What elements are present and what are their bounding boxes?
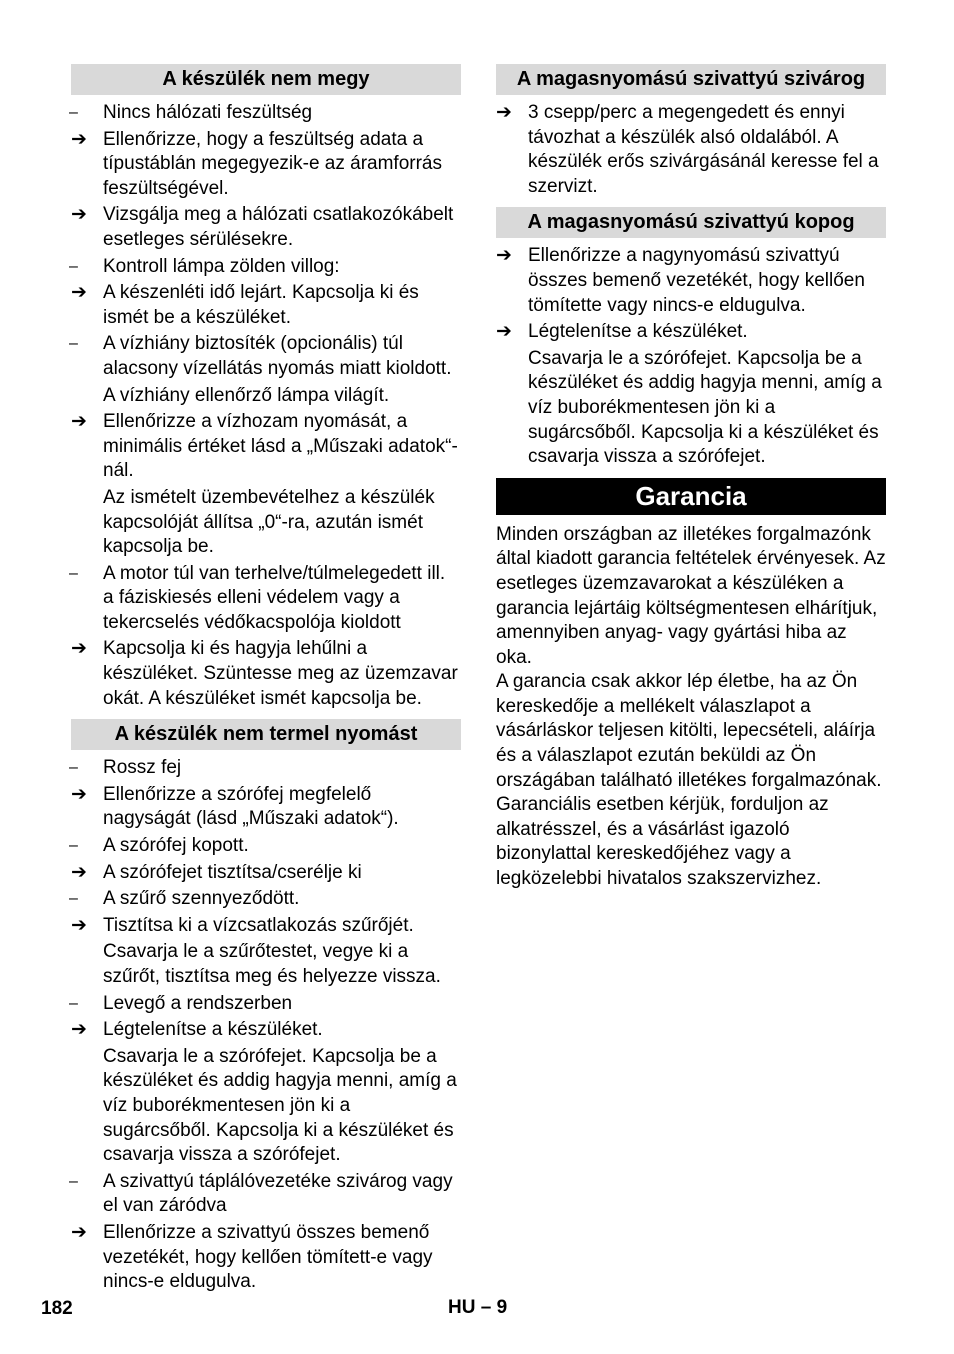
list-item-text: Kapcsolja ki és hagyja lehűlni a készüléket. Szüntesse meg az üzemzavar okát. A készüléket ismét kapcsolja be. xyxy=(103,638,458,709)
dash-bullet: – xyxy=(69,257,78,275)
arrow-right-icon: ➔ xyxy=(71,783,87,805)
list-item xyxy=(71,1045,461,1168)
list-item-text: Kontroll lámpa zölden villog: xyxy=(103,255,340,277)
list-item xyxy=(71,834,461,859)
list-item-text: Légtelenítse a készüléket. xyxy=(528,321,748,343)
dash-bullet: – xyxy=(69,994,78,1012)
list-item-text: Tisztítsa ki a vízcsatlakozás szűrőjét. xyxy=(103,914,414,936)
list-item xyxy=(71,783,461,832)
list-item-text: A szórófej kopott. xyxy=(103,835,249,857)
warranty-text xyxy=(496,523,886,892)
section-heading: A készülék nem termel nyomást xyxy=(71,719,461,750)
item-list xyxy=(496,244,886,469)
list-item-text: A vízhiány biztosíték (opcionális) túl alacsony vízellátás nyomás miatt kioldott. xyxy=(103,333,452,379)
arrow-right-icon: ➔ xyxy=(496,245,512,267)
list-item xyxy=(496,244,886,318)
list-item xyxy=(71,914,461,939)
list-item-text: Csavarja le a szűrőtestet, vegye ki a szűrőt, tisztítsa meg és helyezze vissza. xyxy=(103,941,441,987)
list-item xyxy=(71,128,461,202)
list-item-text: 3 csepp/perc a megengedett és ennyi távozhat a készülék alsó oldalából. A készülék erős szivárgásánál keresse fel a szervizt. xyxy=(528,102,879,197)
dash-bullet: – xyxy=(69,890,78,908)
section-heading: A készülék nem megy xyxy=(71,64,461,95)
item-list xyxy=(71,756,461,1294)
list-item xyxy=(71,203,461,252)
list-item-text: Ellenőrizze a szivattyú összes bemenő vezetékét, hogy kellően tömített-e vagy nincs-e eldugulva. xyxy=(103,1221,433,1293)
list-item xyxy=(496,347,886,470)
list-item xyxy=(71,384,461,409)
dash-bullet: – xyxy=(69,104,78,121)
list-item xyxy=(71,1221,461,1295)
arrow-right-icon: ➔ xyxy=(496,102,512,123)
list-item-text: Ellenőrizze, hogy a feszültség adata a típustáblán megegyezik-e az áramforrás feszültségével. xyxy=(103,128,442,199)
list-item-text: Az ismételt üzembevételhez a készülék kapcsolóját állítsa „0“-ra, azután ismét kapcsolja be. xyxy=(103,486,435,558)
list-item-text: Rossz fej xyxy=(103,757,182,779)
arrow-right-icon: ➔ xyxy=(71,128,87,150)
dash-bullet: – xyxy=(69,335,78,353)
list-item xyxy=(71,562,461,636)
arrow-right-icon: ➔ xyxy=(71,411,87,433)
warranty-paragraph: Minden országban az illetékes forgalmazónk által kiadott garancia feltételek érvényesek. Az esetleges üzemzavarokat a készüléken a garancia lejártáig költségmentesen elhárítjuk, amennyiben anyag- vagy gyártási hiba az oka. xyxy=(496,523,886,668)
list-item xyxy=(71,410,461,484)
list-item-text: A vízhiány ellenőrző lámpa világít. xyxy=(103,384,390,406)
list-item-text: Csavarja le a szórófejet. Kapcsolja be a készüléket és addig hagyja menni, amíg a víz buborékmentesen jön ki a sugárcsőből. Kapcsolja ki a készüléket és csavarja vissza a szórófejet. xyxy=(103,1045,457,1166)
list-item-text: Levegő a rendszerben xyxy=(103,992,293,1014)
warranty-paragraph: Garanciális esetben kérjük, forduljon az alkatrésszel, és a vásárlást igazoló bizonylattal kereskedőjéhez vagy a legközelebbi hivatalos szakszervizhez. xyxy=(496,794,829,890)
list-item-text: A szűrő szennyeződött. xyxy=(103,888,300,910)
list-item-text: Nincs hálózati feszültség xyxy=(103,102,313,123)
list-item-text: A készenléti idő lejárt. Kapcsolja ki és ismét be a készüléket. xyxy=(103,282,419,328)
arrow-right-icon: ➔ xyxy=(71,204,87,226)
list-item xyxy=(71,887,461,912)
dash-bullet: – xyxy=(69,759,78,777)
list-item xyxy=(71,101,461,126)
left-column xyxy=(71,64,461,1297)
list-item xyxy=(71,992,461,1017)
list-item xyxy=(71,756,461,781)
page-number: 182 xyxy=(41,1298,73,1319)
dash-bullet: – xyxy=(69,564,78,582)
arrow-right-icon: ➔ xyxy=(71,282,87,304)
arrow-right-icon: ➔ xyxy=(71,914,87,936)
list-item xyxy=(496,101,886,199)
arrow-right-icon: ➔ xyxy=(71,861,87,883)
list-item xyxy=(71,332,461,381)
list-item xyxy=(71,1170,461,1219)
list-item xyxy=(71,940,461,989)
item-list xyxy=(496,101,886,199)
list-item-text: Vizsgálja meg a hálózati csatlakozókábelt esetleges sérülésekre. xyxy=(103,204,454,250)
list-item-text: A szivattyú táplálóvezetéke szivárog vagy el van záródva xyxy=(103,1170,453,1217)
warranty-paragraph: A garancia csak akkor lép életbe, ha az Ön kereskedője a mellékelt válaszlapot a vásárláskor teljesen kitölti, lepecsételi, aláírja és a válaszlapot ezután beküldi az Ön országában található illetékes forgalmazónak. xyxy=(496,671,882,791)
arrow-right-icon: ➔ xyxy=(71,1019,87,1041)
warranty-heading: Garancia xyxy=(496,478,886,515)
list-item xyxy=(71,255,461,280)
list-item-text: Légtelenítse a készüléket. xyxy=(103,1019,323,1041)
section-heading: A magasnyomású szivattyú kopog xyxy=(496,207,886,238)
list-item-text: Ellenőrizze a nagynyomású szivattyú összes bemenő vezetékét, hogy kellően tömítette vagy nincs-e eldugulva. xyxy=(528,245,865,316)
list-item-text: Ellenőrizze a szórófej megfelelő nagyságát (lásd „Műszaki adatok“). xyxy=(103,783,399,830)
list-item xyxy=(71,1018,461,1043)
arrow-right-icon: ➔ xyxy=(71,638,87,660)
section-heading: A magasnyomású szivattyú szivárog xyxy=(496,64,886,95)
list-item-text: Ellenőrizze a vízhozam nyomását, a minimális értéket lásd a „Műszaki adatok“-nál. xyxy=(103,411,458,482)
arrow-right-icon: ➔ xyxy=(71,1221,87,1243)
list-item-text: A motor túl van terhelve/túlmelegedett ill. a fáziskiesés elleni védelem vagy a tekercselés védőkacspolója kioldott xyxy=(103,562,446,633)
list-item xyxy=(71,281,461,330)
dash-bullet: – xyxy=(69,837,78,855)
item-list xyxy=(71,101,461,711)
arrow-right-icon: ➔ xyxy=(496,321,512,343)
list-item xyxy=(71,486,461,560)
list-item xyxy=(496,320,886,345)
right-column xyxy=(496,64,886,892)
list-item xyxy=(71,637,461,711)
page-label: HU – 9 xyxy=(448,1297,508,1318)
dash-bullet: – xyxy=(69,1172,78,1190)
list-item xyxy=(71,861,461,886)
list-item-text: Csavarja le a szórófejet. Kapcsolja be a készüléket és addig hagyja menni, amíg a víz buborékmentesen jön ki a sugárcsőből. Kapcsolja ki a készüléket és csavarja vissza a szórófejet. xyxy=(528,347,882,468)
list-item-text: A szórófejet tisztítsa/cserélje ki xyxy=(103,861,362,883)
